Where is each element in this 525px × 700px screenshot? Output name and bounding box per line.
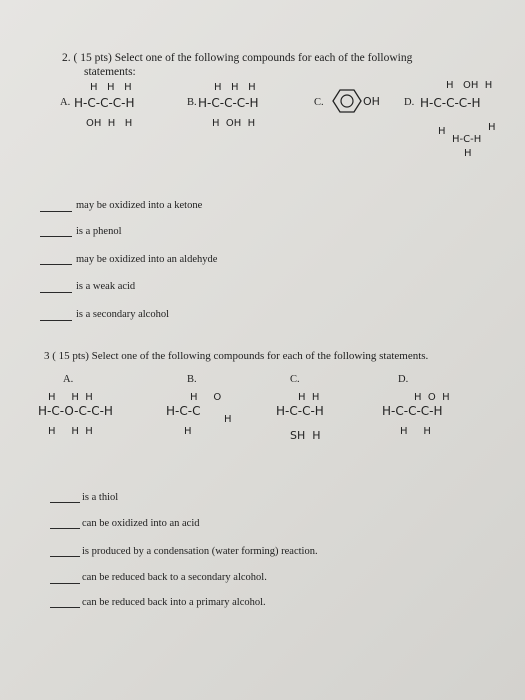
q3-structure-c-chain: H-C-C-H bbox=[276, 404, 324, 418]
question-2-prompt: 2. ( 15 pts) Select one of the following compounds for each of the following bbox=[62, 52, 413, 64]
q2-statement-4: is a weak acid bbox=[76, 281, 136, 292]
q2-answer-blank-3[interactable] bbox=[40, 264, 72, 265]
q2-structure-a-bottom: OH H H bbox=[86, 118, 133, 129]
q2-answer-blank-5[interactable] bbox=[40, 320, 72, 321]
q2-statement-1: may be oxidized into a ketone bbox=[76, 200, 203, 211]
q2-label-b: B. bbox=[187, 97, 197, 108]
q2-label-a: A. bbox=[60, 97, 71, 108]
q3-label-c: C. bbox=[290, 374, 300, 385]
q2-structure-d-h-left: H bbox=[438, 126, 446, 137]
q2-answer-blank-1[interactable] bbox=[40, 211, 72, 212]
q2-structure-d-top: H OH H bbox=[446, 80, 493, 91]
q2-statement-5: is a secondary alcohol bbox=[76, 309, 170, 320]
q3-statement-1: is a thiol bbox=[82, 492, 119, 503]
q3-answer-blank-1[interactable] bbox=[50, 502, 80, 503]
q2-structure-b-bottom: H OH H bbox=[212, 118, 256, 129]
q2-label-d: D. bbox=[404, 97, 415, 108]
q2-structure-d-chain: H-C-C-C-H bbox=[420, 96, 481, 110]
q3-structure-a-top: H H H bbox=[48, 392, 93, 403]
q2-structure-b-top: H H H bbox=[214, 82, 256, 93]
q3-answer-blank-5[interactable] bbox=[50, 607, 80, 608]
q3-answer-blank-2[interactable] bbox=[50, 528, 80, 529]
q3-statement-2: can be oxidized into an acid bbox=[82, 518, 200, 529]
q2-structure-c-benzene-ring bbox=[332, 88, 362, 114]
q2-label-c: C. bbox=[314, 97, 324, 108]
q2-answer-blank-4[interactable] bbox=[40, 292, 72, 293]
q3-answer-blank-4[interactable] bbox=[50, 583, 80, 584]
q3-label-b: B. bbox=[187, 374, 197, 385]
q2-structure-d-methyl: H-C-H bbox=[452, 134, 482, 145]
q3-structure-d-chain: H-C-C-C-H bbox=[382, 404, 443, 418]
q3-label-a: A. bbox=[63, 374, 74, 385]
q2-answer-blank-2[interactable] bbox=[40, 236, 72, 237]
q3-structure-c-top: H H bbox=[298, 392, 320, 403]
q3-statement-5: can be reduced back into a primary alcohol. bbox=[82, 597, 266, 608]
q3-structure-b-chain: H-C-C bbox=[166, 404, 201, 418]
q2-statement-3: may be oxidized into an aldehyde bbox=[76, 254, 218, 265]
q2-structure-a-top: H H H bbox=[90, 82, 132, 93]
q3-structure-b-top: H O bbox=[190, 392, 222, 403]
q3-structure-d-bottom: H H bbox=[400, 426, 431, 437]
question-2-prompt-cont: statements: bbox=[84, 66, 136, 78]
q2-structure-c-oh: OH bbox=[363, 95, 380, 108]
q3-structure-a-chain: H-C-O-C-C-H bbox=[38, 404, 113, 418]
q3-statement-3: is produced by a condensation (water forming) reaction. bbox=[82, 546, 318, 557]
q3-structure-c-bottom: SH H bbox=[290, 429, 321, 442]
q2-structure-d-h-right: H bbox=[488, 122, 496, 133]
question-3-prompt: 3 ( 15 pts) Select one of the following compounds for each of the following statements. bbox=[44, 350, 429, 362]
q2-structure-d-h-bottom: H bbox=[464, 148, 472, 159]
q2-statement-2: is a phenol bbox=[76, 226, 122, 237]
q3-statement-4: can be reduced back to a secondary alcohol. bbox=[82, 572, 267, 583]
q3-label-d: D. bbox=[398, 374, 409, 385]
q3-structure-a-bottom: H H H bbox=[48, 426, 93, 437]
q3-answer-blank-3[interactable] bbox=[50, 556, 80, 557]
q2-structure-b-chain: H-C-C-C-H bbox=[198, 96, 259, 110]
q3-structure-b-bottom: H bbox=[184, 426, 192, 437]
q3-structure-b-aldehyde-h: H bbox=[224, 414, 232, 425]
q2-structure-a-chain: H-C-C-C-H bbox=[74, 96, 135, 110]
q3-structure-d-top: H O H bbox=[414, 392, 450, 403]
